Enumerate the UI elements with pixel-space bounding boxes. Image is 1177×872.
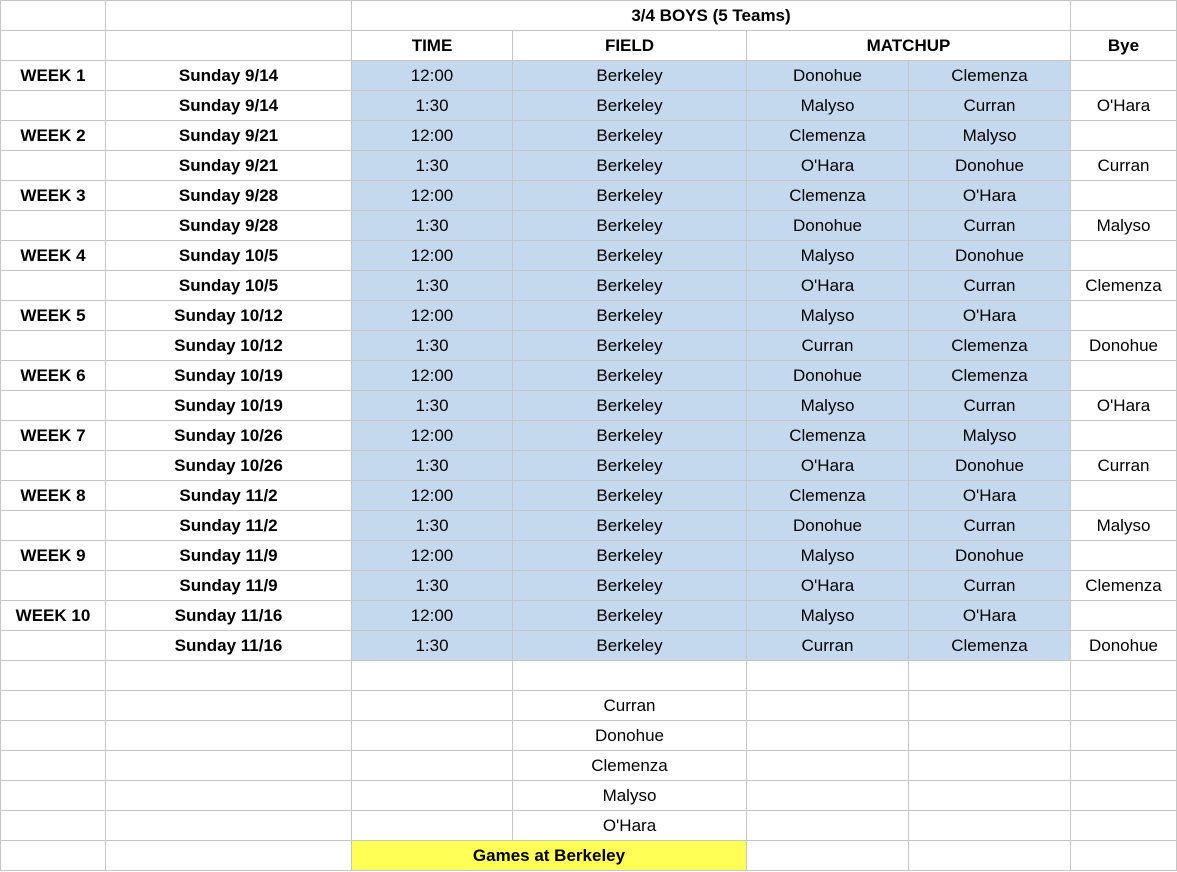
- game-time[interactable]: 12:00: [352, 301, 513, 331]
- game-date[interactable]: Sunday 10/19: [106, 391, 352, 421]
- cell[interactable]: [1, 751, 106, 781]
- cell[interactable]: [106, 781, 352, 811]
- game-time[interactable]: 1:30: [352, 211, 513, 241]
- game-date[interactable]: Sunday 10/26: [106, 451, 352, 481]
- home-team[interactable]: Donohue: [747, 511, 909, 541]
- away-team[interactable]: O'Hara: [909, 301, 1071, 331]
- cell[interactable]: [106, 721, 352, 751]
- sheet-title[interactable]: 3/4 BOYS (5 Teams): [352, 1, 1071, 31]
- week-label[interactable]: [1, 391, 106, 421]
- cell[interactable]: [513, 661, 747, 691]
- game-time[interactable]: 1:30: [352, 571, 513, 601]
- cell[interactable]: [1, 811, 106, 841]
- cell[interactable]: [1071, 721, 1177, 751]
- game-date[interactable]: Sunday 9/21: [106, 121, 352, 151]
- game-field[interactable]: Berkeley: [513, 61, 747, 91]
- away-team[interactable]: Clemenza: [909, 631, 1071, 661]
- game-time[interactable]: 12:00: [352, 61, 513, 91]
- home-team[interactable]: O'Hara: [747, 271, 909, 301]
- bye-team[interactable]: [1071, 361, 1177, 391]
- schedule-row: [1, 571, 1177, 601]
- game-field[interactable]: Berkeley: [513, 151, 747, 181]
- week-label[interactable]: [1, 211, 106, 241]
- game-field[interactable]: Berkeley: [513, 571, 747, 601]
- week-label[interactable]: [1, 331, 106, 361]
- cell[interactable]: [1, 1, 106, 31]
- home-team[interactable]: Donohue: [747, 211, 909, 241]
- game-date[interactable]: Sunday 10/5: [106, 271, 352, 301]
- bye-team[interactable]: [1071, 481, 1177, 511]
- away-team[interactable]: Curran: [909, 271, 1071, 301]
- week-label[interactable]: WEEK 2: [1, 121, 106, 151]
- game-time[interactable]: 12:00: [352, 361, 513, 391]
- schedule-row: [1, 181, 1177, 211]
- away-team[interactable]: Clemenza: [909, 331, 1071, 361]
- game-field[interactable]: Berkeley: [513, 361, 747, 391]
- game-field[interactable]: Berkeley: [513, 631, 747, 661]
- cell[interactable]: [1, 781, 106, 811]
- team-name[interactable]: O'Hara: [513, 811, 747, 841]
- away-team[interactable]: Curran: [909, 511, 1071, 541]
- home-team[interactable]: Clemenza: [747, 121, 909, 151]
- week-label[interactable]: WEEK 6: [1, 361, 106, 391]
- cell[interactable]: [1, 691, 106, 721]
- bye-team[interactable]: Curran: [1071, 151, 1177, 181]
- cell[interactable]: [909, 661, 1071, 691]
- team-row: [1, 751, 1177, 781]
- header-row: [1, 31, 1177, 61]
- game-date[interactable]: Sunday 11/2: [106, 511, 352, 541]
- schedule-row: [1, 91, 1177, 121]
- game-date[interactable]: Sunday 9/21: [106, 151, 352, 181]
- game-time[interactable]: 12:00: [352, 481, 513, 511]
- away-team[interactable]: O'Hara: [909, 181, 1071, 211]
- home-team[interactable]: O'Hara: [747, 571, 909, 601]
- bye-team[interactable]: [1071, 241, 1177, 271]
- game-date[interactable]: Sunday 10/19: [106, 361, 352, 391]
- away-team[interactable]: Malyso: [909, 121, 1071, 151]
- week-label[interactable]: WEEK 1: [1, 61, 106, 91]
- bye-team[interactable]: Donohue: [1071, 331, 1177, 361]
- game-time[interactable]: 12:00: [352, 181, 513, 211]
- team-name[interactable]: Donohue: [513, 721, 747, 751]
- away-team[interactable]: Donohue: [909, 451, 1071, 481]
- team-row: [1, 781, 1177, 811]
- game-field[interactable]: Berkeley: [513, 421, 747, 451]
- cell[interactable]: [747, 781, 909, 811]
- blank-row: [1, 661, 1177, 691]
- game-field[interactable]: Berkeley: [513, 301, 747, 331]
- bye-team[interactable]: [1071, 61, 1177, 91]
- cell[interactable]: [106, 811, 352, 841]
- team-name[interactable]: Clemenza: [513, 751, 747, 781]
- game-time[interactable]: 1:30: [352, 331, 513, 361]
- away-team[interactable]: Curran: [909, 91, 1071, 121]
- cell[interactable]: [909, 721, 1071, 751]
- away-team[interactable]: Curran: [909, 391, 1071, 421]
- bye-team[interactable]: [1071, 601, 1177, 631]
- cell[interactable]: [1071, 1, 1177, 31]
- game-date[interactable]: Sunday 9/28: [106, 181, 352, 211]
- cell[interactable]: [1, 841, 106, 871]
- game-date[interactable]: Sunday 11/9: [106, 571, 352, 601]
- home-team[interactable]: Clemenza: [747, 181, 909, 211]
- cell[interactable]: [747, 841, 909, 871]
- home-team[interactable]: Malyso: [747, 91, 909, 121]
- away-team[interactable]: O'Hara: [909, 601, 1071, 631]
- game-time[interactable]: 1:30: [352, 271, 513, 301]
- cell[interactable]: [106, 31, 352, 61]
- team-name[interactable]: Curran: [513, 691, 747, 721]
- bye-team[interactable]: Donohue: [1071, 631, 1177, 661]
- game-field[interactable]: Berkeley: [513, 211, 747, 241]
- cell[interactable]: [1, 31, 106, 61]
- cell[interactable]: [747, 661, 909, 691]
- game-date[interactable]: Sunday 11/9: [106, 541, 352, 571]
- cell[interactable]: [1, 661, 106, 691]
- game-date[interactable]: Sunday 9/14: [106, 61, 352, 91]
- cell[interactable]: [747, 721, 909, 751]
- schedule-row: [1, 61, 1177, 91]
- team-name[interactable]: Malyso: [513, 781, 747, 811]
- game-date[interactable]: Sunday 11/16: [106, 601, 352, 631]
- schedule-row: [1, 331, 1177, 361]
- game-date[interactable]: Sunday 10/26: [106, 421, 352, 451]
- game-time[interactable]: 1:30: [352, 151, 513, 181]
- schedule-row: [1, 211, 1177, 241]
- home-team[interactable]: Donohue: [747, 361, 909, 391]
- schedule-row: [1, 541, 1177, 571]
- cell[interactable]: [352, 811, 513, 841]
- schedule-row: [1, 121, 1177, 151]
- week-label[interactable]: [1, 91, 106, 121]
- game-field[interactable]: Berkeley: [513, 391, 747, 421]
- home-team[interactable]: Malyso: [747, 301, 909, 331]
- game-field[interactable]: Berkeley: [513, 481, 747, 511]
- cell[interactable]: [1071, 811, 1177, 841]
- week-label[interactable]: [1, 571, 106, 601]
- cell[interactable]: [909, 841, 1071, 871]
- game-field[interactable]: Berkeley: [513, 91, 747, 121]
- away-team[interactable]: O'Hara: [909, 481, 1071, 511]
- cell[interactable]: [747, 691, 909, 721]
- week-label[interactable]: WEEK 4: [1, 241, 106, 271]
- bye-team[interactable]: Curran: [1071, 451, 1177, 481]
- game-time[interactable]: 1:30: [352, 451, 513, 481]
- team-row: [1, 721, 1177, 751]
- cell[interactable]: [106, 691, 352, 721]
- home-team[interactable]: Malyso: [747, 391, 909, 421]
- cell[interactable]: [1071, 751, 1177, 781]
- game-date[interactable]: Sunday 11/16: [106, 631, 352, 661]
- game-date[interactable]: Sunday 9/28: [106, 211, 352, 241]
- bye-team[interactable]: [1071, 541, 1177, 571]
- header-field[interactable]: FIELD: [513, 31, 747, 61]
- bye-team[interactable]: Malyso: [1071, 211, 1177, 241]
- cell[interactable]: [1071, 661, 1177, 691]
- game-time[interactable]: 1:30: [352, 391, 513, 421]
- game-time[interactable]: 12:00: [352, 241, 513, 271]
- cell[interactable]: [1, 721, 106, 751]
- cell[interactable]: [352, 721, 513, 751]
- game-field[interactable]: Berkeley: [513, 331, 747, 361]
- cell[interactable]: [106, 661, 352, 691]
- cell[interactable]: [352, 751, 513, 781]
- cell[interactable]: [909, 811, 1071, 841]
- home-team[interactable]: O'Hara: [747, 451, 909, 481]
- header-matchup[interactable]: MATCHUP: [747, 31, 1071, 61]
- bye-team[interactable]: O'Hara: [1071, 391, 1177, 421]
- schedule-row: [1, 631, 1177, 661]
- cell[interactable]: [747, 751, 909, 781]
- schedule-row: [1, 451, 1177, 481]
- cell[interactable]: [747, 811, 909, 841]
- schedule-row: [1, 511, 1177, 541]
- schedule-row: [1, 481, 1177, 511]
- cell[interactable]: [106, 841, 352, 871]
- game-field[interactable]: Berkeley: [513, 121, 747, 151]
- cell[interactable]: [1071, 841, 1177, 871]
- game-time[interactable]: 1:30: [352, 511, 513, 541]
- game-time[interactable]: 12:00: [352, 121, 513, 151]
- bye-team[interactable]: O'Hara: [1071, 91, 1177, 121]
- week-label[interactable]: WEEK 10: [1, 601, 106, 631]
- schedule-row: [1, 361, 1177, 391]
- home-team[interactable]: O'Hara: [747, 151, 909, 181]
- away-team[interactable]: Malyso: [909, 421, 1071, 451]
- schedule-row: [1, 601, 1177, 631]
- game-date[interactable]: Sunday 9/14: [106, 91, 352, 121]
- away-team[interactable]: Donohue: [909, 241, 1071, 271]
- week-label[interactable]: [1, 631, 106, 661]
- home-team[interactable]: Donohue: [747, 61, 909, 91]
- home-team[interactable]: Curran: [747, 331, 909, 361]
- week-label[interactable]: WEEK 8: [1, 481, 106, 511]
- home-team[interactable]: Malyso: [747, 601, 909, 631]
- home-team[interactable]: Malyso: [747, 241, 909, 271]
- week-label[interactable]: WEEK 3: [1, 181, 106, 211]
- bye-team[interactable]: Malyso: [1071, 511, 1177, 541]
- header-time[interactable]: TIME: [352, 31, 513, 61]
- away-team[interactable]: Curran: [909, 571, 1071, 601]
- away-team[interactable]: Clemenza: [909, 61, 1071, 91]
- week-label[interactable]: [1, 151, 106, 181]
- schedule-row: [1, 151, 1177, 181]
- week-label[interactable]: [1, 451, 106, 481]
- cell[interactable]: [909, 691, 1071, 721]
- team-row: [1, 691, 1177, 721]
- bye-team[interactable]: [1071, 181, 1177, 211]
- week-label[interactable]: WEEK 5: [1, 301, 106, 331]
- home-team[interactable]: Clemenza: [747, 421, 909, 451]
- header-bye[interactable]: Bye: [1071, 31, 1177, 61]
- cell[interactable]: [352, 661, 513, 691]
- week-label[interactable]: [1, 511, 106, 541]
- title-row: [1, 1, 1177, 31]
- week-label[interactable]: WEEK 7: [1, 421, 106, 451]
- game-field[interactable]: Berkeley: [513, 511, 747, 541]
- game-time[interactable]: 12:00: [352, 601, 513, 631]
- away-team[interactable]: Donohue: [909, 541, 1071, 571]
- week-label[interactable]: WEEK 9: [1, 541, 106, 571]
- game-time[interactable]: 1:30: [352, 91, 513, 121]
- game-field[interactable]: Berkeley: [513, 541, 747, 571]
- home-team[interactable]: Curran: [747, 631, 909, 661]
- cell[interactable]: [909, 751, 1071, 781]
- game-date[interactable]: Sunday 11/2: [106, 481, 352, 511]
- schedule-row: [1, 241, 1177, 271]
- cell[interactable]: [106, 751, 352, 781]
- schedule-row: [1, 421, 1177, 451]
- cell[interactable]: [1071, 781, 1177, 811]
- week-label[interactable]: [1, 271, 106, 301]
- game-date[interactable]: Sunday 10/12: [106, 331, 352, 361]
- game-field[interactable]: Berkeley: [513, 271, 747, 301]
- legend-row: [1, 841, 1177, 871]
- bye-team[interactable]: Clemenza: [1071, 571, 1177, 601]
- bye-team[interactable]: [1071, 121, 1177, 151]
- cell[interactable]: [1071, 691, 1177, 721]
- team-row: [1, 811, 1177, 841]
- game-field[interactable]: Berkeley: [513, 241, 747, 271]
- away-team[interactable]: Donohue: [909, 151, 1071, 181]
- game-time[interactable]: 12:00: [352, 421, 513, 451]
- home-team[interactable]: Clemenza: [747, 481, 909, 511]
- bye-team[interactable]: [1071, 301, 1177, 331]
- game-date[interactable]: Sunday 10/5: [106, 241, 352, 271]
- cell[interactable]: [352, 691, 513, 721]
- sheet-body: [1, 1, 1177, 871]
- game-field[interactable]: Berkeley: [513, 451, 747, 481]
- home-team[interactable]: Malyso: [747, 541, 909, 571]
- game-time[interactable]: 1:30: [352, 631, 513, 661]
- bye-team[interactable]: [1071, 421, 1177, 451]
- schedule-row: [1, 391, 1177, 421]
- game-date[interactable]: Sunday 10/12: [106, 301, 352, 331]
- schedule-row: [1, 271, 1177, 301]
- away-team[interactable]: Clemenza: [909, 361, 1071, 391]
- legend-games-at-berkeley[interactable]: Games at Berkeley: [352, 841, 747, 871]
- game-field[interactable]: Berkeley: [513, 181, 747, 211]
- schedule-row: [1, 301, 1177, 331]
- bye-team[interactable]: Clemenza: [1071, 271, 1177, 301]
- cell[interactable]: [909, 781, 1071, 811]
- cell[interactable]: [106, 1, 352, 31]
- away-team[interactable]: Curran: [909, 211, 1071, 241]
- game-time[interactable]: 12:00: [352, 541, 513, 571]
- cell[interactable]: [352, 781, 513, 811]
- game-field[interactable]: Berkeley: [513, 601, 747, 631]
